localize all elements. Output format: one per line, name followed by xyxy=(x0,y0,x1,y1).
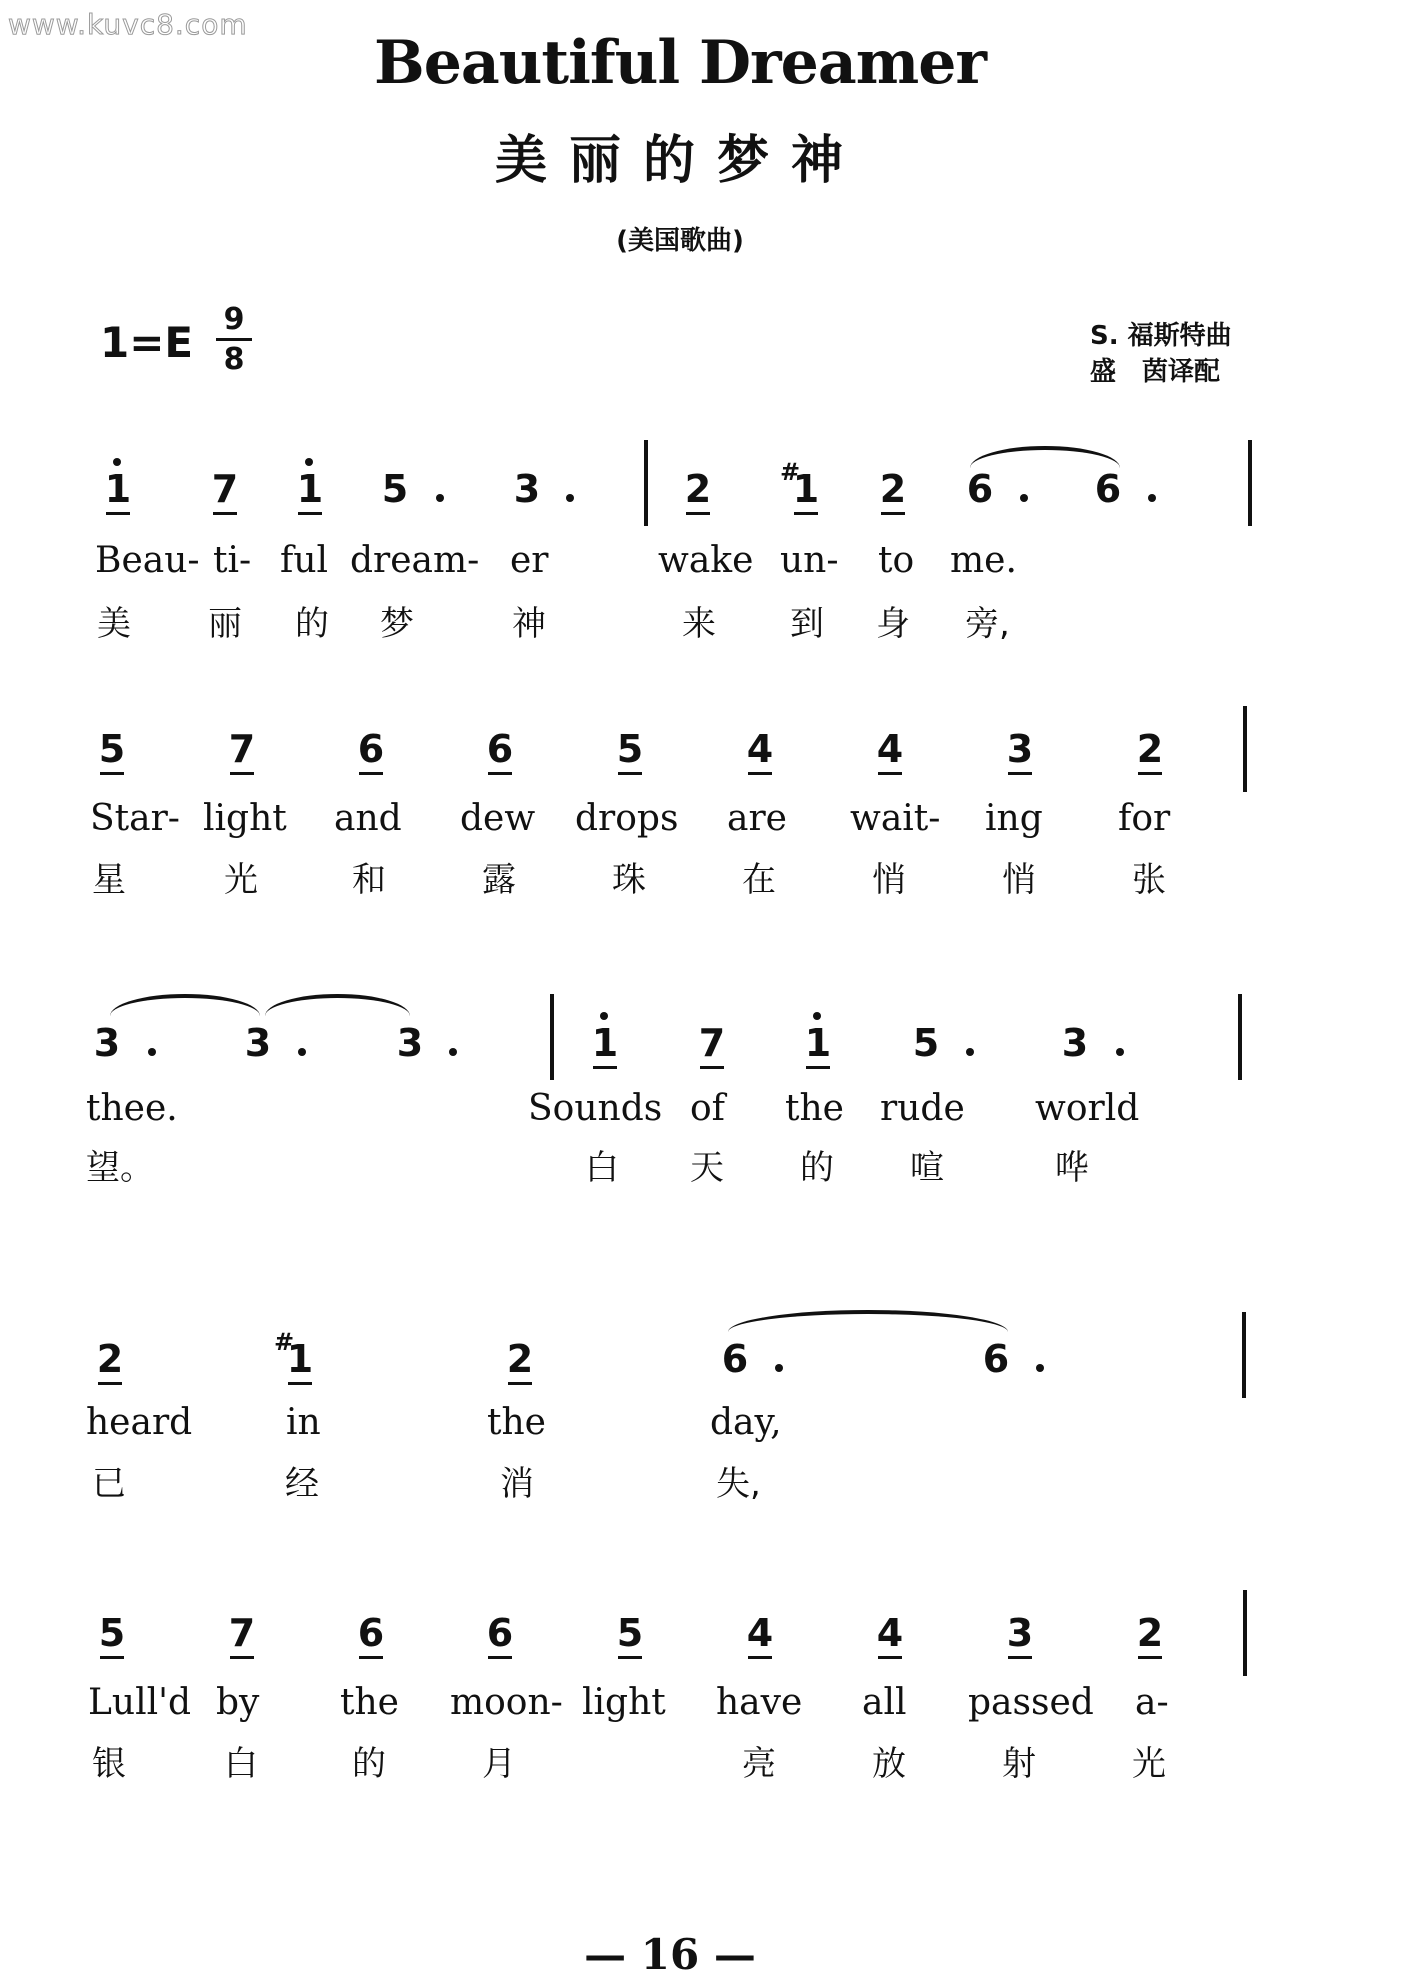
tie xyxy=(970,446,1120,468)
lyric-en: and xyxy=(334,798,402,839)
lyric-en: er xyxy=(510,540,549,581)
note: 5 xyxy=(608,730,652,775)
lyric-en: to xyxy=(878,540,915,581)
lyric-cn: 光 xyxy=(1132,1744,1166,1784)
lyric-cn: 在 xyxy=(742,860,776,900)
lyric-en: the xyxy=(340,1682,399,1723)
note: 3 xyxy=(513,467,541,511)
lyric-en: moon- xyxy=(450,1682,563,1723)
note: 3 xyxy=(1061,1021,1089,1065)
note: 2 xyxy=(498,1340,542,1385)
note: 5 xyxy=(381,467,409,511)
lyric-cn: 失, xyxy=(716,1464,761,1504)
translator-credit: 盛 茵译配 xyxy=(1090,357,1221,387)
lyric-en: for xyxy=(1118,798,1171,839)
note: 7 xyxy=(690,1024,734,1069)
lyric-cn: 悄 xyxy=(1002,860,1036,900)
note: 6 xyxy=(721,1337,749,1381)
note: 3 xyxy=(998,730,1042,775)
lyric-en: ing xyxy=(985,798,1043,839)
duration-dot xyxy=(449,1048,457,1056)
note: 2 xyxy=(871,470,915,515)
lyric-en: have xyxy=(716,1682,803,1723)
lyric-en: the xyxy=(785,1088,844,1129)
lyric-cn: 的 xyxy=(352,1744,386,1784)
lyric-cn: 的 xyxy=(295,604,329,644)
time-denominator: 8 xyxy=(223,342,245,377)
barline xyxy=(644,440,648,526)
lyric-cn: 神 xyxy=(512,604,546,644)
note: 6 xyxy=(478,730,522,775)
lyric-cn: 和 xyxy=(352,860,386,900)
duration-dot xyxy=(966,1048,974,1056)
note: 5 xyxy=(90,730,134,775)
page-number: — 16 — xyxy=(584,1930,756,1979)
lyric-cn: 喧 xyxy=(910,1148,944,1188)
lyric-en: passed xyxy=(968,1682,1094,1723)
lyric-cn: 身 xyxy=(876,604,910,644)
lyric-en: dew xyxy=(460,798,536,839)
key-signature: 1=E xyxy=(100,318,194,367)
lyric-cn: 消 xyxy=(500,1464,534,1504)
song-title-chinese: 美丽的梦神 xyxy=(494,131,865,191)
note: 5 xyxy=(608,1614,652,1659)
note: # 1 xyxy=(278,1340,322,1385)
lyric-cn: 白 xyxy=(585,1148,619,1188)
time-signature xyxy=(216,302,252,377)
note: 2 xyxy=(1128,730,1172,775)
note: 1 xyxy=(288,470,332,515)
lyric-cn: 美 xyxy=(97,604,131,644)
lyric-cn: 银 xyxy=(92,1744,126,1784)
lyric-cn: 珠 xyxy=(612,860,646,900)
duration-dot xyxy=(148,1048,156,1056)
barline xyxy=(1242,1312,1246,1398)
lyric-cn: 经 xyxy=(285,1464,319,1504)
lyric-en: un- xyxy=(780,540,839,581)
lyric-cn: 旁, xyxy=(965,604,1010,644)
note: 2 xyxy=(88,1340,132,1385)
duration-dot xyxy=(1020,494,1028,502)
note: 6 xyxy=(349,730,393,775)
note: 3 xyxy=(93,1021,121,1065)
lyric-en: rude xyxy=(880,1088,965,1129)
lyric-en: wait- xyxy=(850,798,941,839)
lyric-en: ti- xyxy=(213,540,252,581)
lyric-en: dream- xyxy=(350,540,480,581)
note: 3 xyxy=(244,1021,272,1065)
lyric-en: the xyxy=(487,1402,546,1443)
lyric-cn: 白 xyxy=(224,1744,258,1784)
note: 7 xyxy=(220,1614,264,1659)
lyric-en: are xyxy=(727,798,787,839)
duration-dot xyxy=(1148,494,1156,502)
tie xyxy=(265,994,410,1016)
note: 1 xyxy=(583,1024,627,1069)
lyric-en: all xyxy=(862,1682,907,1723)
lyric-cn: 望。 xyxy=(86,1148,154,1188)
lyric-en: drops xyxy=(575,798,679,839)
lyric-cn: 星 xyxy=(92,860,126,900)
note: 5 xyxy=(90,1614,134,1659)
note: 6 xyxy=(478,1614,522,1659)
lyric-en: Beau- xyxy=(95,540,200,581)
note: 3 xyxy=(998,1614,1042,1659)
lyric-en: Sounds xyxy=(528,1088,663,1129)
watermark: www.kuvc8.com xyxy=(8,8,248,41)
lyric-cn: 丽 xyxy=(208,604,242,644)
duration-dot xyxy=(566,494,574,502)
duration-dot xyxy=(298,1048,306,1056)
lyric-cn: 光 xyxy=(224,860,258,900)
composer-credit: S. 福斯特曲 xyxy=(1090,321,1232,351)
lyric-en: world xyxy=(1035,1088,1140,1129)
lyric-cn: 到 xyxy=(790,604,824,644)
lyric-en: of xyxy=(690,1088,725,1129)
note: 4 xyxy=(738,1614,782,1659)
lyric-cn: 已 xyxy=(92,1464,126,1504)
lyric-en: by xyxy=(216,1682,260,1723)
lyric-cn: 月 xyxy=(482,1744,516,1784)
tie xyxy=(728,1310,1008,1332)
note: 4 xyxy=(868,730,912,775)
barline xyxy=(1238,994,1242,1080)
lyric-en: thee. xyxy=(86,1088,178,1129)
note: 7 xyxy=(220,730,264,775)
lyric-en: Star- xyxy=(90,798,180,839)
lyric-cn: 的 xyxy=(800,1148,834,1188)
note: 6 xyxy=(1094,467,1122,511)
tie xyxy=(110,994,260,1016)
lyric-en: a- xyxy=(1135,1682,1169,1723)
lyric-cn: 亮 xyxy=(742,1744,776,1784)
lyric-cn: 天 xyxy=(690,1148,724,1188)
lyric-en: Lull'd xyxy=(88,1682,192,1723)
lyric-cn: 悄 xyxy=(872,860,906,900)
note: 2 xyxy=(1128,1614,1172,1659)
lyric-cn: 射 xyxy=(1002,1744,1036,1784)
song-origin: (美国歌曲) xyxy=(616,226,744,256)
note: # 1 xyxy=(784,470,828,515)
barline xyxy=(1243,706,1247,792)
note: 5 xyxy=(912,1021,940,1065)
note: 1 xyxy=(96,470,140,515)
barline xyxy=(550,994,554,1080)
lyric-en: in xyxy=(286,1402,321,1443)
duration-dot xyxy=(436,494,444,502)
note: 6 xyxy=(982,1337,1010,1381)
time-numerator: 9 xyxy=(216,305,252,341)
note: 7 xyxy=(203,470,247,515)
lyric-en: light xyxy=(582,1682,666,1723)
duration-dot xyxy=(1116,1048,1124,1056)
duration-dot xyxy=(775,1364,783,1372)
lyric-en: ful xyxy=(280,540,329,581)
lyric-cn: 梦 xyxy=(380,604,414,644)
note: 3 xyxy=(396,1021,424,1065)
lyric-en: day, xyxy=(710,1402,782,1443)
credits xyxy=(1090,318,1232,390)
note: 6 xyxy=(966,467,994,511)
note: 4 xyxy=(738,730,782,775)
lyric-cn: 哗 xyxy=(1055,1148,1089,1188)
note: 6 xyxy=(349,1614,393,1659)
note: 2 xyxy=(676,470,720,515)
lyric-cn: 张 xyxy=(1132,860,1166,900)
note: 1 xyxy=(796,1024,840,1069)
barline xyxy=(1248,440,1252,526)
duration-dot xyxy=(1036,1364,1044,1372)
song-title: Beautiful Dreamer xyxy=(374,28,986,98)
barline xyxy=(1243,1590,1247,1676)
lyric-cn: 放 xyxy=(872,1744,906,1784)
note: 4 xyxy=(868,1614,912,1659)
lyric-cn: 来 xyxy=(682,604,716,644)
lyric-cn: 露 xyxy=(482,860,516,900)
lyric-en: light xyxy=(203,798,287,839)
lyric-en: me. xyxy=(950,540,1017,581)
lyric-en: wake xyxy=(658,540,754,581)
lyric-en: heard xyxy=(86,1402,193,1443)
